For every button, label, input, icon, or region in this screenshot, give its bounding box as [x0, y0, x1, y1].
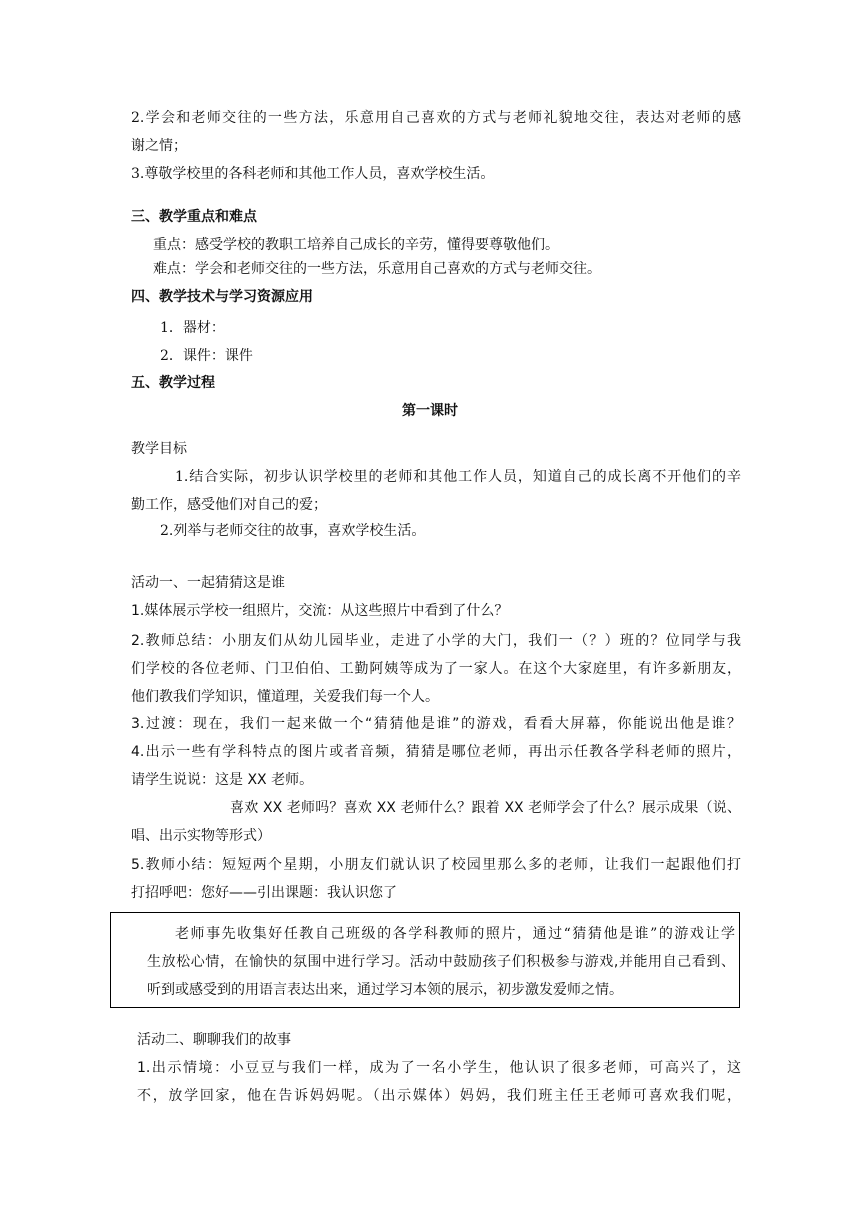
activity-1-step-2-line-3: 他们教我们学知识，懂道理，关爱我们每一个人。 — [131, 689, 439, 705]
goal-2: 2.列举与老师交往的故事，喜欢学校生活。 — [160, 523, 426, 539]
goals-label: 教学目标 — [131, 441, 187, 457]
goal-1-line-2: 勤工作，感受他们对自己的爱； — [131, 497, 327, 513]
resource-item-1: 1．器材： — [160, 320, 225, 336]
activity-1-step-4-line-2: 请学生说说：这是 XX 老师。 — [131, 772, 314, 788]
section-5-heading: 五、教学过程 — [131, 375, 215, 391]
objective-2-line-2: 谢之情； — [131, 138, 187, 154]
section-4-heading: 四、教学技术与学习资源应用 — [131, 289, 313, 305]
activity-1-step-4-line-1: 4.出示一些有学科特点的图片或者音频，猜猜是哪位老师，再出示任教各学科老师的照片， — [131, 744, 741, 760]
section-3-heading: 三、教学重点和难点 — [131, 209, 257, 225]
difficulty: 难点：学会和老师交往的一些方法，乐意用自己喜欢的方式与老师交往。 — [153, 261, 601, 277]
note-line-1: 老师事先收集好任教自己班级的各学科教师的照片，通过“猜猜他是谁”的游戏让学 — [175, 926, 735, 942]
activity-1-step-4-line-3: 喜欢 XX 老师吗？喜欢 XX 老师什么？跟着 XX 老师学会了什么？展示成果（说、 — [230, 800, 741, 816]
lesson-title: 第一课时 — [402, 403, 458, 419]
activity-1-step-2-line-2: 们学校的各位老师、门卫伯伯、工勤阿姨等成为了一家人。在这个大家庭里，有许多新朋友， — [131, 661, 741, 677]
activity-2-step-1-line-2: 不，放学回家，他在告诉妈妈呢。（出示媒体）妈妈，我们班主任王老师可喜欢我们呢， — [137, 1088, 741, 1104]
activity-1-step-5-line-2: 打招呼吧：您好——引出课题：我认识您了 — [131, 885, 397, 901]
activity-1-step-4-line-4: 唱、出示实物等形式） — [131, 828, 271, 844]
activity-1-step-2-line-1: 2.教师总结：小朋友们从幼儿园毕业，走进了小学的大门，我们一（？）班的？位同学与我 — [131, 633, 741, 649]
activity-2-step-1-line-1: 1.出示情境：小豆豆与我们一样，成为了一名小学生，他认识了很多老师，可高兴了，这 — [137, 1060, 741, 1076]
resource-item-2: 2．课件：课件 — [160, 348, 253, 364]
activity-1-step-3: 3.过渡：现在，我们一起来做一个“猜猜他是谁”的游戏，看看大屏幕，你能说出他是谁？ — [131, 716, 741, 732]
note-line-3: 听到或感受到的用语言表达出来，通过学习本领的展示，初步激发爱师之情。 — [147, 982, 623, 998]
note-line-2: 生放松心情，在愉快的氛围中进行学习。活动中鼓励孩子们积极参与游戏,并能用自己看到、 — [147, 954, 735, 970]
activity-1-title: 活动一、一起猜猜这是谁 — [131, 575, 285, 591]
key-point: 重点：感受学校的教职工培养自己成长的辛劳，懂得要尊敬他们。 — [153, 237, 559, 253]
activity-1-step-1: 1.媒体展示学校一组照片，交流：从这些照片中看到了什么？ — [131, 603, 509, 619]
activity-2-title: 活动二、聊聊我们的故事 — [137, 1032, 291, 1048]
objective-3: 3.尊敬学校里的各科老师和其他工作人员，喜欢学校生活。 — [131, 166, 495, 182]
objective-2-line-1: 2.学会和老师交往的一些方法，乐意用自己喜欢的方式与老师礼貌地交往，表达对老师的感 — [131, 110, 741, 126]
activity-1-step-5-line-1: 5.教师小结：短短两个星期，小朋友们就认识了校园里那么多的老师，让我们一起跟他们打 — [131, 857, 741, 873]
goal-1-line-1: 1.结合实际，初步认识学校里的老师和其他工作人员，知道自己的成长离不开他们的辛 — [175, 469, 741, 485]
